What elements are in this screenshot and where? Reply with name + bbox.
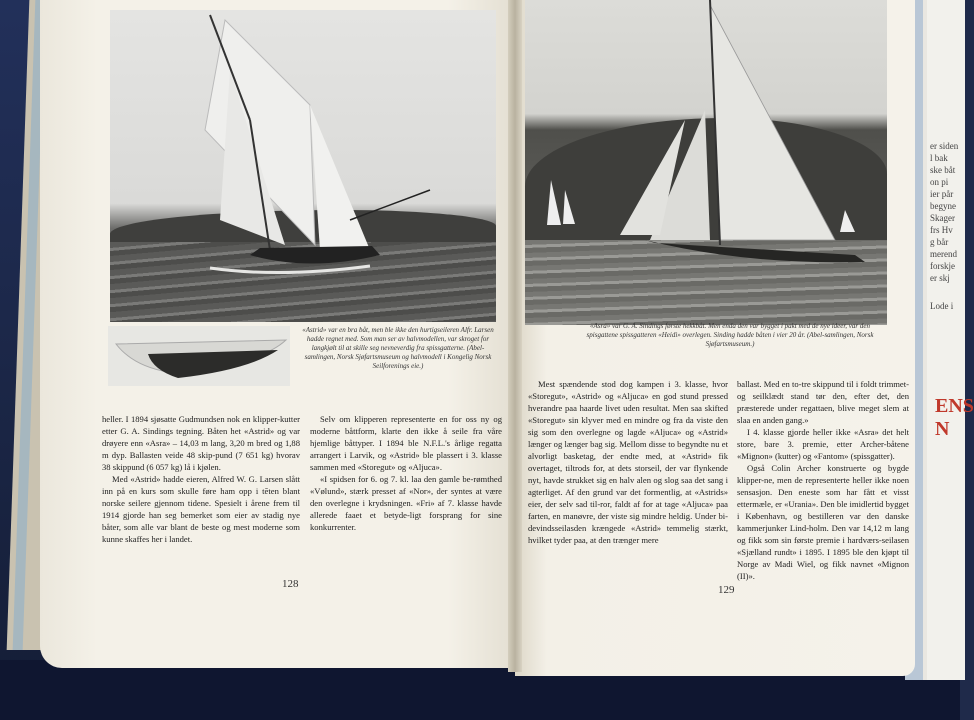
red-heading: N xyxy=(935,418,950,440)
fragment-line: frs Hv xyxy=(930,225,953,235)
left-photo-caption: «Astrid» var en bra båt, men ble ikke den hurtigseileren Alfr. Larsen hadde regnet med. Som man ser av halvmodellen, var skroget for langkjølt til at skille seg nevneverdig fra spissgatterne. (Abel-samlingen, Norsk Sjøfartsmuseum og halvmodell i Kongelig Norsk Seilforenings eie.) xyxy=(302,326,494,370)
paragraph: Med «Astrid» hadde eieren, Alfred W. G. Larsen slått inn på en kurs som skulle føre ham opp i tēten blant norske seilere gjennom tidene. Spesielt i årene frem til 1914 gjorde han seg bemerket som eier av stadig nye båter, som alle var blant de beste og mest moderne som kunne skaffes her i landet. xyxy=(102,474,300,544)
fragment-line: er skj xyxy=(930,273,950,283)
fragment-line: ier pår xyxy=(930,189,954,199)
paragraph: Selv om klipperen representerte en for oss ny og moderne båttform, klarte den ikke å seile fra våre hjemlige båttyper. I 1894 ble N.F.L.'s årlige regatta arrangert i Larvik, og «Astrid» ble plassert i 3. klasse sammen med «Storegut» og «Aljuca». xyxy=(310,414,502,472)
paragraph: «I spidsen for 6. og 7. kl. laa den gamle be-rømthed «Vølund», stærk presset af «Nor», der syntes at være den overlegne i krydsningen. «Fri» af 7. klasse havde allerede faaet et betyde-ligt forsprang for sine konkurrenter. xyxy=(310,474,502,532)
paragraph: Også Colin Archer konstruerte og bygde klipper-ne, men de representerte heller ikke noen sensasjon. Den eneste som har fått et visst ettermæle, er «Urania». Den ble imidlertid bygget i København, og bestilleren var den danske kammerjunker Lind-holm. Den var 14,12 m lang og fikk som sin første premie i hardværs-seilasen «Sjælland rundt» i 1895. I 1895 ble den kjøpt til Norge av Madi Wiel, og fikk navnet «Mignon (II)». xyxy=(737,463,909,581)
right-photo-caption: «Asra» var G. A. Sindings første hekkbåt. Men enda den var bygget i pakt med de nye ideer, var den spisgattene spissgatteren «Heidi» overlegen. Sinding hadde båten i vier 20 år. (Abel-samlingen, Norsk Sjøfartsmuseum.) xyxy=(586,322,874,348)
book-gutter xyxy=(508,0,522,672)
page-number-right: 129 xyxy=(718,584,735,596)
sailboat-illustration xyxy=(110,10,496,322)
fragment-line: Skager xyxy=(930,213,955,223)
left-page-column-2 xyxy=(310,413,502,533)
sailboat-photo-asra xyxy=(525,0,887,325)
paragraph: heller. I 1894 sjøsatte Gudmundsen nok en klipper-kutter etter G. A. Sindings tegning. Båten het «Astrid» og var drøyere enn «Asra» – 14,03 m lang, 3,20 m bred og 1,88 m dyp. Ballasten veide 48 skip-pund (7 651 kg) hvorav 38 skippund (6 057 kg) lå i kjølen. xyxy=(102,414,300,472)
fragment-line: Lode i xyxy=(930,301,954,311)
fragment-line: l bak xyxy=(930,153,948,163)
paragraph: Mest spændende stod dog kampen i 3. klasse, hvor «Storegut», «Astrid» og «Aljuca» en god stund pressed hverandre paa haarde livet uden resultat. Men saa skifted «Storegut» sin klyver med en mindre og fra da viste den sig som den overlegne og lagde «Aljuca» og «Astrid» længer og længer bag sig. Mellom disse to begyndte nu et alvorligt basketag, der endte med, at «Astrid» fik overtaget, tiltrods for, at dets storseil, der var flynkende nyt, havde strukket sig en halv alen og slog saa det sang i agterliget. Af den grund var det formentlig, at «Astrids» eier, der selv sad til-ror, faldt af for at tage «Aljuca» paa farten, en manøvre, der viste sig mindre heldig. Under bi-devindsseilasden krængede «Astrid» temmelig stærkt, hvilket tyder paa, at den trænger mere xyxy=(528,379,728,545)
half-model-illustration xyxy=(108,326,290,386)
fragment-line: er siden xyxy=(930,141,959,151)
fragment-line: merend xyxy=(930,249,957,259)
fragment-line: on pi xyxy=(930,177,949,187)
fragment-line: forskje xyxy=(930,261,955,271)
page-number-left: 128 xyxy=(282,578,299,590)
fragment-line: begyne xyxy=(930,201,956,211)
fragment-line: g bår xyxy=(930,237,949,247)
sailboat-photo-astrid xyxy=(110,10,496,322)
right-page-column-2 xyxy=(737,378,909,582)
sailboat-illustration xyxy=(525,0,887,325)
half-model-photo xyxy=(108,326,290,386)
red-heading: ENS xyxy=(935,395,974,417)
paragraph: ballast. Med en to-tre skippund til i foldt trimmet- og seilklædt stand tør den, efter det, den præsterede under regattaen, blive meget slem at slaa en anden gang.» xyxy=(737,379,909,425)
left-page-column-1 xyxy=(102,413,300,545)
paragraph: I 4. klasse gjorde heller ikke «Asra» det helt store, bare 3. premie, etter Archer-båtene «Mignon» (kutter) og «Fantom» (spissgatter). xyxy=(737,427,909,461)
right-page-column-1 xyxy=(528,378,728,546)
background-book-page xyxy=(927,0,965,680)
fragment-line: ske båt xyxy=(930,165,956,175)
